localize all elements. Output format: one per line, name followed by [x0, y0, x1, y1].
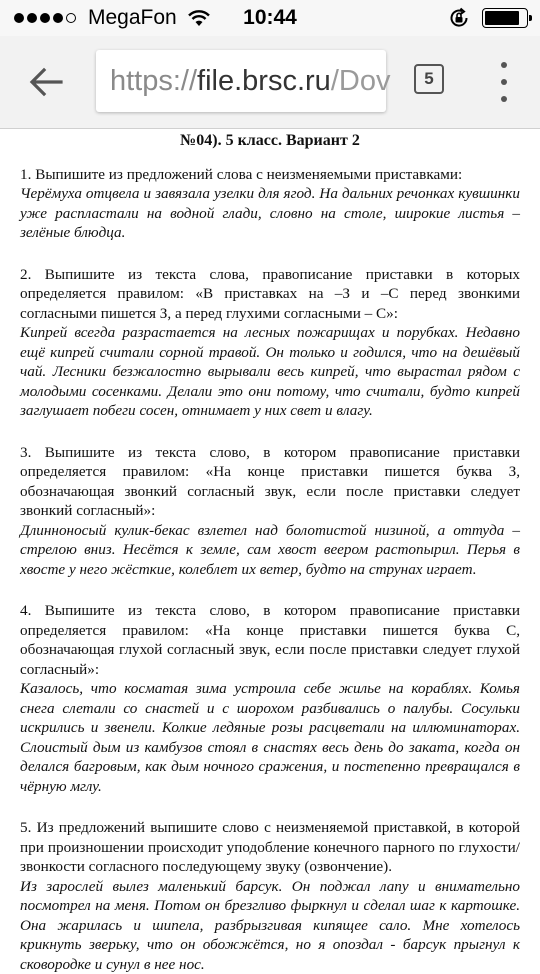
task-instruction: 5. Из предложений выпишите слово с неизменяемой приставкой, в которой при произношении происходит уподобление конечного парного по глухости/ звонкости согласного последующему звуку (озвончение).: [20, 818, 520, 877]
status-time: 10:44: [0, 0, 540, 36]
url-text: [110, 50, 390, 112]
task-example-text: Черёмуха отцвела и завязала узелки для ягод. На дальних речонках кувшинки уже распластали на водной глади, словно на столе, широкие листья – зелёные блюдца.: [20, 184, 520, 243]
rotation-lock-icon: [448, 7, 470, 29]
task-instruction: 4. Выпишите из текста слово, в котором правописание приставки определяется правилом: «На конце приставки пишется буква С, обозначающая глухой согласный звук, если после приставки следует глухой согласный»:: [20, 601, 520, 679]
browser-toolbar: [0, 36, 540, 129]
task-instruction: 2. Выпишите из текста слова, правописание приставки в которых определяется правилом: «В приставках на –З и –С перед звонкими согласными пишется З, а перед глухими согласными – С»:: [20, 265, 520, 324]
battery-icon: [482, 8, 528, 28]
battery-level: [485, 11, 519, 25]
carrier-name: MegaFon: [88, 6, 177, 30]
task-example-text: Из зарослей вылез маленький барсук. Он поджал лапу и внимательно посмотрел на меня. Потом он брезгливо фыркнул и сделал шаг к картошке. Она жарилась и шипела, разбрызгивая кипящее сало. Мне хотелось крикнуть зверьку, что он обожжётся, но я опоздал - барсук прыгнул к сковородке и сунул в нее нос.: [20, 877, 520, 974]
task-2: [20, 265, 520, 421]
status-bar: [0, 0, 540, 36]
more-vert-icon[interactable]: [496, 62, 512, 102]
status-right: [448, 0, 528, 36]
task-1: [20, 165, 520, 243]
tabs-button[interactable]: [414, 64, 444, 94]
task-instruction: 3. Выпишите из текста слово, в котором правописание приставки определяется правилом: «На конце приставки пишется буква З, обозначающая звонкий согласный звук, если после приставки следует звонкий согласный»:: [20, 443, 520, 521]
back-button[interactable]: [24, 62, 68, 102]
url-scheme: https://: [110, 65, 197, 97]
tab-count: 5: [424, 69, 433, 88]
document-title: №04). 5 класс. Вариант 2: [0, 131, 540, 151]
task-example-text: Длинноносый кулик-бекас взлетел над болотистой низиной, а оттуда – стрелою вниз. Несётся к земле, сам хвост веером растопырил. Перья в хвосте у него жёсткие, колеблет их ветер, будто на струнах играет.: [20, 521, 520, 580]
task-5: [20, 818, 520, 974]
task-instruction: 1. Выпишите из предложений слова с неизменяемыми приставками:: [20, 165, 520, 185]
task-example-text: Кипрей всегда разрастается на лесных пожарищах и порубках. Недавно ещё кипрей считали сорной травой. Он только и годился, что на дешёвый чай. Лесники безжалостно вырывали весь кипрей, что вырастал рядом с молодыми сосенками. Делали это они потому, что считали, будто кипрей заглушает побеги сосен, отнимает у них свет и влагу.: [20, 323, 520, 421]
back-arrow-icon: [29, 67, 63, 97]
url-path: /Dov: [331, 65, 391, 97]
document-view[interactable]: [0, 129, 540, 960]
battery-nub: [529, 15, 532, 21]
task-3: [20, 443, 520, 580]
url-host: file.brsc.ru: [197, 65, 331, 97]
task-4: [20, 601, 520, 796]
task-example-text: Казалось, что косматая зима устроила себе жилье на кораблях. Комья снега слетали со снастей и с шорохом разбивались о палубы. Сосульки искрились и звенели. Колкие ледяные розы расцветали на иллюминаторах. Слоистый дым из камбузов стоял в снастях весь день до заката, когда он делался багровым, как дым ночного сражения, и постепенно превращался в чёрную мглу.: [20, 679, 520, 796]
address-bar[interactable]: [96, 50, 386, 112]
